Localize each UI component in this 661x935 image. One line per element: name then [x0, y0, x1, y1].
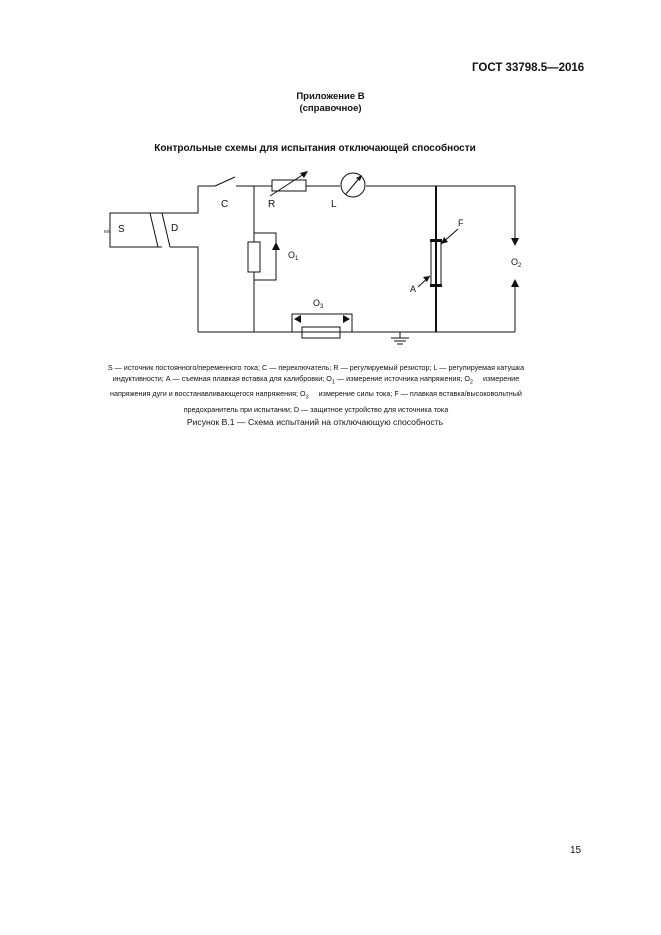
- switch-c: [215, 177, 235, 186]
- o2-arrowhead-up: [511, 279, 519, 287]
- legend: [58, 362, 574, 415]
- legend-line-4: предохранитель при испытании; D — защитное устройство для источника тока: [183, 404, 449, 414]
- label-o1: $O_1$: [288, 250, 299, 262]
- section-title: Контрольные схемы для испытания отключающей способности: [154, 143, 476, 154]
- o2-arrowhead-down: [511, 238, 519, 246]
- resistor-r: [272, 180, 306, 191]
- label-c: C: [221, 199, 229, 210]
- inductor-l-arrowhead: [356, 175, 362, 181]
- test-circuit-diagram: [0, 0, 661, 360]
- label-f: F: [458, 218, 464, 228]
- label-s: S: [118, 224, 125, 235]
- legend-line-2: индуктивности; А — съемная плавкая вставка для калибровки; $O_1$ — измерение источника напряжения; $O_2$ измерение: [112, 374, 520, 386]
- fuse-cap-top: [430, 239, 442, 242]
- label-o2: $O_2$: [511, 257, 522, 269]
- o3-arrowhead-left: [294, 315, 301, 323]
- device-d-slant-right: [162, 213, 170, 247]
- resistor-r-arrowhead: [300, 171, 308, 178]
- page-number: 15: [570, 845, 582, 856]
- device-d-output: [162, 186, 198, 213]
- legend-line-1: S — источник постоянного/переменного тока; C — переключатель; R — регулируемый резистор; L — регулируемая катушка: [107, 363, 525, 372]
- legend-line-3: напряжения дуги и восстанавливающегося напряжения; $O_3$ измерение силы тока; F — плавкая вставка/высоковольтный: [110, 389, 522, 401]
- figure-caption: Рисунок В.1 — Схема испытаний на отключающую способность: [186, 417, 444, 427]
- standard-number: ГОСТ 33798.5—2016: [472, 62, 585, 74]
- appendix-subtitle: (справочное): [299, 103, 362, 114]
- label-source-marker: M/r: [104, 229, 111, 234]
- label-l: L: [331, 199, 337, 210]
- o1-arrowhead: [272, 242, 280, 250]
- label-r: R: [268, 199, 276, 210]
- o3-arrowhead-right: [343, 315, 350, 323]
- fuse-f-arrowhead: [441, 237, 448, 244]
- label-o3: $O_3$: [313, 298, 324, 310]
- source-s-symbol: [110, 213, 150, 247]
- device-d-slant-left: [150, 213, 158, 247]
- o1-meter-wire: [254, 233, 276, 280]
- label-d: D: [171, 223, 179, 234]
- calibration-resistor: [248, 242, 260, 272]
- resistor-r-arrow: [270, 172, 307, 196]
- label-a: A: [410, 284, 417, 294]
- fuse-cap-bottom: [430, 284, 442, 287]
- device-d-return: [170, 247, 198, 332]
- appendix-title: Приложение В: [296, 91, 365, 102]
